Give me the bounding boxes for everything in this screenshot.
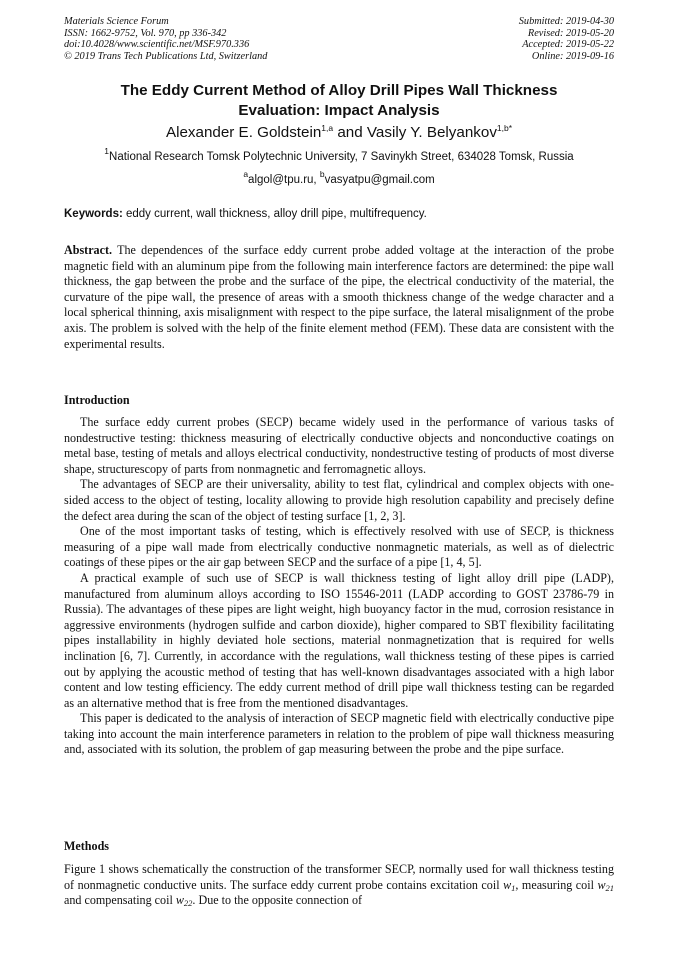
date-submitted: Submitted: 2019-04-30 [518,16,614,27]
author2-affiliation-mark: 1,b* [496,123,513,133]
intro-paragraph-3: One of the most important tasks of testing, which is effectively resolved with use of SECP, is thickness measuring of a pipe wall made from electrically conductive nonmagnetic materials, as well as of dielectric coatings of these pipes or the air gap between SECP and the surface of a pipe [1, 4, 5]. [64,524,614,570]
intro-paragraph-4: A practical example of such use of SECP is wall thickness testing of light alloy drill pipe (LADP), manufactured from aluminum alloys according to ISO 15546-2011 (LADP according to GOST 23786-79 in Russia). The advantages of these pipes are light weight, high buoyancy factor in the mud, corrosion resistance in aggressive environments (hydrogen sulfide and carbon dioxide), higher compared to SBT flexibility facilitating pipes installability in highly deviated hole sections, material nonmagnetization that is required for wells inclination [6, 7]. Currently, in accordance with the regulations, wall thickness testing of these pipes is carried out by applying the acoustic method of testing that has well-known disadvantages associated with a high labor content and low testing efficiency. The eddy current method of drill pipe wall thickness testing can be regarded as an alternative method that is free from the mentioned disadvantages. [64,570,614,710]
affiliation [64,146,614,165]
affiliation-text: National Research Tomsk Polytechnic University, 7 Savinykh Street, 634028 Tomsk, Russia [109,151,574,163]
email-mark-a: a [243,169,249,179]
coil-w21-sub [606,883,615,893]
journal-doi: doi:10.4028/www.scientific.net/MSF.970.336 [64,39,250,51]
methods-section [64,862,614,909]
author-list [64,123,614,143]
methods-text-c: and compensating coil [64,893,176,908]
date-revised: Revised: 2019-05-20 [527,27,614,39]
methods-text-b: , measuring coil [515,877,598,892]
keywords-text: eddy current, wall thickness, alloy drill pipe, multifrequency. [122,208,427,220]
journal-issn: ISSN: 1662-9752, Vol. 970, pp 336-342 [64,27,227,39]
email-goldstein: algol@tpu.ru, [248,174,320,186]
coil-w1-sub-text: 1 [511,882,516,893]
introduction-heading: Introduction [64,393,130,407]
author-separator: and [333,124,367,141]
author1-affiliation-mark: 1,a [321,123,334,133]
abstract-label: Abstract. [64,243,113,257]
date-accepted: Accepted: 2019-05-22 [522,39,614,51]
author-emails [64,169,614,188]
keywords [64,207,614,222]
author-goldstein: Alexander E. Goldstein [165,124,322,141]
intro-paragraph-1: The surface eddy current probes (SECP) became widely used in the performance of various tasks of nondestructive testing: thickness measuring of electrically conductive objects and nonconductive coatings on metal base, testing of metals and alloys electrical conductivity, nondestructive testing of products of most diverse shape, structurescopy of parts from nonmagnetic and ferromagnetic alloys. [64,415,614,476]
methods-text-a: Figure 1 shows schematically the construction of the transformer SECP, normally used for wall thickness testing of nonmagnetic conductive units. The surface eddy current probe contains excitation coil [64,862,614,892]
intro-paragraph-5: This paper is dedicated to the analysis of interaction of SECP magnetic field with electrically conductive pipe taking into account the main interference parameters in relation to the problem of pipe wall thickness measuring and, associated with its solution, the problem of gap measuring between the probe and the pipe surface. [64,711,614,757]
coil-w22: w [175,893,184,908]
abstract [64,243,614,352]
coil-w1: w [503,877,512,892]
coil-w22-sub-text: 22 [183,898,193,909]
date-online: Online: 2019-09-16 [531,50,614,62]
journal-name: Materials Science Forum [64,16,169,27]
paper-title [64,81,614,121]
submission-dates [519,16,614,62]
coil-w21: w [597,877,606,892]
email-belyankov: vasyatpu@gmail.com [324,174,435,186]
methods-text-d: . Due to the opposite connection of [192,893,363,908]
introduction-section [64,415,614,758]
keywords-label: Keywords: [64,208,123,220]
affiliation-mark: 1 [104,146,110,156]
journal-info [64,16,267,62]
paper-title-line2: Evaluation: Impact Analysis [238,102,440,119]
journal-copyright: © 2019 Trans Tech Publications Ltd, Switzerland [64,50,268,62]
email-mark-b: b [319,169,325,179]
author-belyankov: Vasily Y. Belyankov [366,124,497,141]
methods-paragraph-1 [64,862,614,909]
paper-title-line1: The Eddy Current Method of Alloy Drill Pipes Wall Thickness [120,82,558,99]
intro-paragraph-2: The advantages of SECP are their universality, ability to test flat, cylindrical and complex objects with one-sided access to the object of testing, locality allowing to provide high resolution capability and precisely define the defect area during the scan of the object of testing surface [1, 2, 3]. [64,477,614,523]
coil-w21-sub-text: 21 [605,882,615,893]
abstract-text: The dependences of the surface eddy current probe added voltage at the interaction of the probe magnetic field with an aluminum pipe from the following main interference factors are determined: the pipe wall thickness, the gap between the probe and the surface of the pipe, the electrical conductivity of the material, the curvature of the pipe wall, the presence of areas with a smooth thickness change of the wedge character and a local spherical thinning, axis misalignment with respect to the pipe surface, the lateral misalignment of the probe axis. The problem is solved with the help of the finite element method (FEM). These data are consistent with the experimental results. [64,243,614,351]
methods-heading: Methods [64,839,110,853]
